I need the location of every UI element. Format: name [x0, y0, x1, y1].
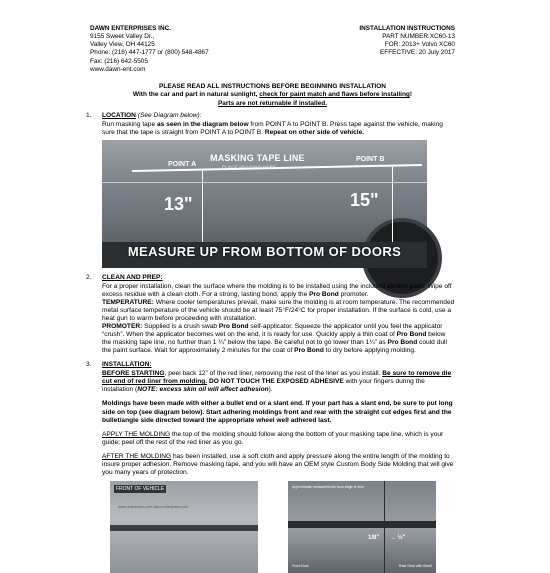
gap-measure-2: → ½" [390, 534, 406, 541]
molding-strip [288, 521, 436, 528]
document-info [285, 25, 455, 58]
address-line-2: Valley View, OH 44125 [90, 41, 155, 49]
molding-ends-paragraph: Moldings have been made with either a bullet end or a slant end. If your part has a slant end, be sure to put long side on top (see diagram below). Start adhering moldings front and rear with the straight cut edges first and the bullet/angle side directed toward the appropriate wheel well adhered last. [102, 400, 453, 424]
text-bold: BEFORE STARTING [102, 370, 165, 378]
step-number: 3. [86, 361, 92, 369]
effective-date: EFFECTIVE: 20 July 2017 [380, 49, 455, 57]
tape-line-sublabel: PLACE MOLDING HERE [222, 164, 277, 170]
vehicle-fitment: FOR: 2013+ Volvo XC60 [384, 41, 455, 49]
temperature-paragraph [102, 299, 455, 323]
company-info [90, 25, 280, 74]
text-underlined: AFTER THE MOLDING [102, 452, 172, 460]
text-bold: Repeat on other side of vehicle. [264, 129, 365, 136]
point-b-label: POINT B [356, 156, 385, 164]
step-title: CLEAN AND PREP: [102, 274, 163, 282]
text-bold: Pro Bond [218, 323, 249, 331]
door-gap-photo [288, 481, 436, 573]
text-part: below the masking tape line, no further than 1 ¼” below the tape. Be careful not to go lower than 1¼” as [102, 331, 446, 347]
text-bold: DO NOT TOUCH THE EXPOSED ADHESIVE [207, 378, 344, 386]
measure-banner: MEASURE UP FROM BOTTOM OF DOORS [127, 244, 402, 260]
address-line-1: 9155 Sweet Valley Dr., [90, 33, 155, 41]
step-title: INSTALLATION: [102, 361, 152, 369]
company-name: DAWN ENTERPRISES INC. [90, 25, 171, 32]
read-instructions-notice [90, 83, 455, 108]
text-bold: Pro Bond [396, 331, 427, 339]
door-gap [384, 481, 385, 573]
text-part: could dull the paint surface. Wait for approximately 2 minutes for the coat of [102, 339, 447, 355]
step-title-row [102, 112, 455, 120]
notice-text: With the car and part in natural sunlight, [132, 91, 260, 99]
step-number: 1. [86, 111, 92, 119]
text-part: the top of the molding should follow along the bottom of your masking tape line, which is your guide; peel off the rest of the red liner as you go. [102, 430, 444, 446]
notice-underlined: check for paint match and flaws before installing [259, 91, 410, 99]
text-bold: Pro Bond [387, 339, 418, 347]
gap-measure-1: 1/8" [368, 534, 380, 541]
text-part: from POINT A to POINT B. Press tape against the vehicle, making sure that the tape is straight from POINT A to POINT B. [102, 120, 443, 136]
text-part: Run masking tape [102, 120, 157, 128]
phone: Phone: (216) 447-1777 or (800) 548-4867 [90, 49, 209, 57]
instruction-sheet [86, 25, 455, 569]
measurement-b: 15" [350, 190, 379, 211]
text-part: with your fingers during the installation ( [102, 378, 425, 394]
temperature-label: TEMPERATURE: [102, 299, 154, 307]
part-number: PART NUMBER:XC60-13 [382, 33, 455, 41]
door-crease [102, 182, 427, 183]
step-installation [86, 361, 455, 476]
text-underlined: APPLY THE MOLDING [102, 430, 171, 438]
notice-line-1: PLEASE READ ALL INSTRUCTIONS BEFORE BEGINNING INSTALLATION [159, 83, 386, 90]
document-header [90, 25, 455, 81]
apply-molding-paragraph [102, 431, 455, 447]
promoter-paragraph [102, 323, 455, 355]
point-a-label: POINT A [168, 161, 197, 169]
location-diagram-photo [102, 140, 427, 268]
after-molding-paragraph [102, 453, 455, 477]
website: www.dawn-ent.com [90, 65, 146, 73]
fax: Fax: (216) 642-5505 [90, 57, 148, 65]
notice-line-3: Parts are not returnable if installed. [217, 99, 328, 107]
measure-arrow-b [392, 167, 393, 242]
text-bold: Pro Bond [294, 347, 324, 355]
tape-line-label: MASKING TAPE LINE [210, 153, 305, 164]
front-door-label: Front Door [292, 564, 309, 569]
text-part: self-applicator. Squeeze the applicator until you feel the applicator “crush”. When the applicator becomes wet on the end, it is ready for use. Quickly apply a thin coat of [102, 323, 443, 339]
measurement-a: 13" [164, 194, 193, 215]
rear-door-label: Rear Door with Bevel [398, 564, 432, 569]
text-part: Where cooler temperatures prevail, make sure the molding is at room temperature. The recommended metal surface temperature of the vehicle should be at least 75°F/24°C for proper installation. If the surface is cold, use a heat gun to warm before proceeding with installation. [102, 299, 455, 323]
text-part: For a proper installation, clean the surface where the molding is to be installed using the included alcohol pads. Wipe off excess residue with a clean cloth. For a strong, lasting bond, apply the [102, 283, 452, 299]
promoter-label: PROMOTER: [102, 323, 143, 331]
molding-strip [110, 525, 258, 531]
text-part: Supplied is a crush swab [142, 323, 219, 331]
adhesion-note: NOTE: excess skin oil will affect adhesion [137, 386, 269, 394]
step-number: 2. [86, 274, 92, 282]
notice-line-2 [90, 91, 455, 99]
before-starting-paragraph [102, 370, 455, 394]
text-bold: as seen in the diagram below [156, 120, 249, 128]
text-bold: Pro Bond [309, 291, 339, 299]
front-of-vehicle-photo [110, 481, 258, 573]
step-text [102, 121, 455, 137]
installation-photos [90, 481, 455, 573]
doc-title: INSTALLATION INSTRUCTIONS [359, 25, 455, 32]
text-bold-underlined: Be sure to remove die cut end of red liner from molding. [102, 370, 452, 386]
text-part: promoter. [338, 291, 369, 299]
step-title: LOCATION [102, 111, 136, 119]
text-part: has been installed, use a soft cloth and apply pressure along the entire length of the molding to insure proper adhesion. Remove masking tape, and you will have an OEM style Custom Body Side Molding that will give you many years of protection. [102, 452, 454, 476]
front-of-vehicle-tag: FRONT OF VEHICLE [116, 485, 165, 492]
notice-suffix: ! [409, 91, 413, 99]
watermark-text: dawn-enterprises.com dawn-enterprises.com [118, 504, 188, 509]
step-clean-prep [86, 274, 455, 355]
text-part: ). [268, 386, 273, 394]
measurement-note: Approximate measurements from edge of door [292, 484, 365, 489]
step-location [86, 111, 455, 137]
text-part: to dry before applying molding. [323, 347, 416, 355]
step-title-note: (See Diagram below): [137, 111, 202, 119]
measure-arrow-a [202, 170, 203, 242]
clean-paragraph [102, 283, 455, 299]
text-part: , peel back 12” of the red liner, removing the rest of the liner as you install. [164, 370, 383, 378]
